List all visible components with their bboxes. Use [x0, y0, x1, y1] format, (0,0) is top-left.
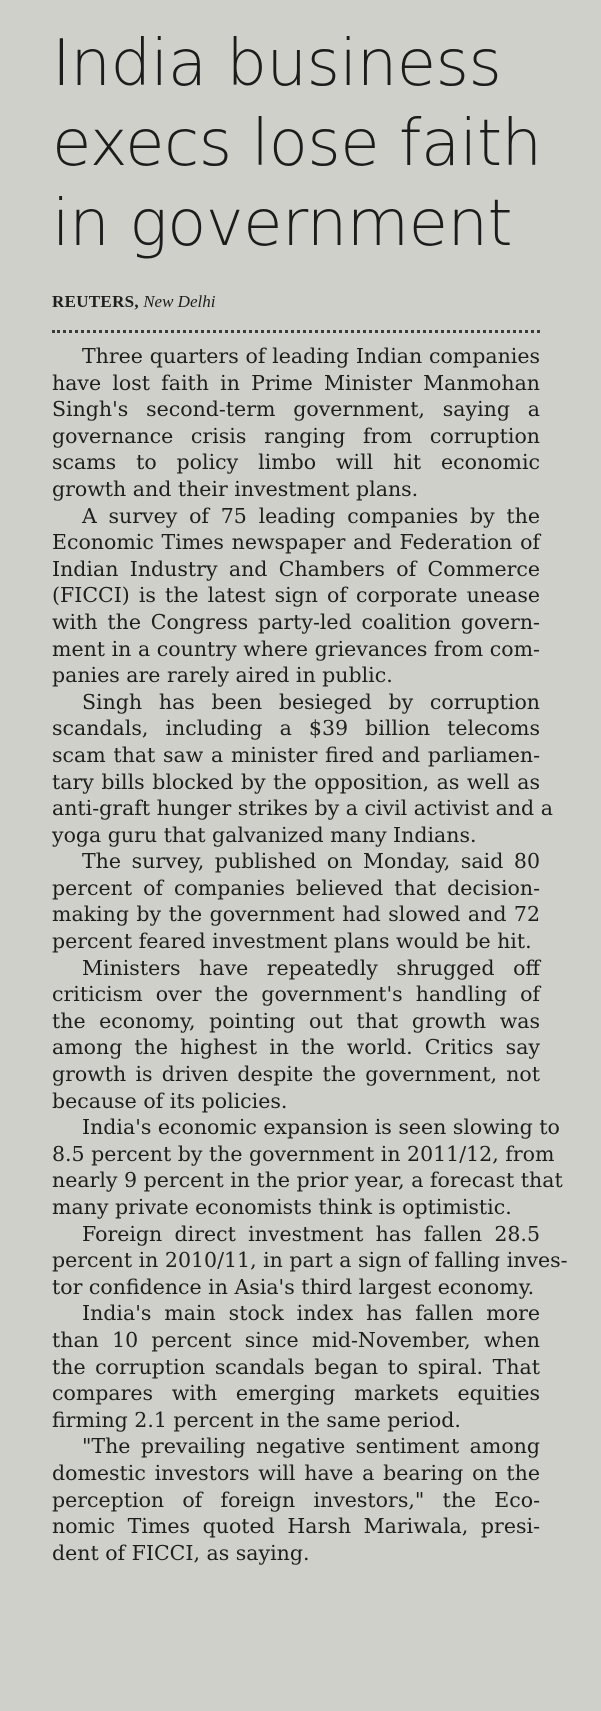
paragraph-line: Foreign direct investment has fallen 28.5	[82, 1221, 540, 1246]
paragraph	[52, 955, 540, 1115]
paragraph-line: Singh's second-term government, saying a	[52, 397, 540, 422]
paragraph	[52, 1300, 540, 1433]
paragraph-line: tary bills blocked by the opposition, as well as	[52, 769, 540, 794]
paragraph-line: dent of FICCI, as saying.	[52, 1540, 310, 1565]
paragraph-line: 8.5 percent by the government in 2011/12, from	[52, 1141, 555, 1166]
byline-location: New Delhi	[143, 292, 216, 311]
paragraph-line: The survey, published on Monday, said 80	[82, 849, 540, 874]
paragraph-line: Ministers have repeatedly shrugged off	[82, 955, 540, 980]
paragraph-line: scams to policy limbo will hit economic	[52, 450, 540, 475]
paragraph-line: tor confidence in Asia's third largest economy.	[52, 1274, 535, 1299]
paragraph-line: than 10 percent since mid-November, when	[52, 1327, 540, 1352]
paragraph-line: governance crisis ranging from corruption	[52, 423, 540, 448]
paragraph-line: scandals, including a $39 billion telecoms	[52, 716, 540, 741]
paragraph-line: have lost faith in Prime Minister Manmohan	[52, 370, 540, 395]
paragraph-line: compares with emerging markets equities	[52, 1381, 540, 1406]
paragraph-line: the corruption scandals began to spiral. That	[52, 1354, 540, 1379]
paragraph-line: firming 2.1 percent in the same period.	[52, 1407, 461, 1432]
paragraph	[52, 1433, 540, 1566]
paragraph-line: percent of companies believed that decision-	[52, 875, 540, 900]
paragraph-line: many private economists think is optimistic.	[52, 1195, 512, 1219]
paragraph-line: with the Congress party-led coalition govern-	[52, 609, 540, 634]
paragraph-line: Three quarters of leading Indian companies	[82, 344, 540, 368]
paragraph	[52, 848, 540, 954]
paragraph-line: perception of foreign investors," the Eco-	[52, 1487, 540, 1512]
paragraph-line: percent in 2010/11, in part a sign of falling inves-	[52, 1248, 568, 1273]
paragraph-line: Indian Industry and Chambers of Commerce	[52, 556, 540, 581]
paragraph	[52, 1114, 563, 1220]
paragraph	[52, 343, 540, 503]
paragraph-line: growth is driven despite the government, not	[52, 1062, 540, 1087]
paragraph-line: Economic Times newspaper and Federation of	[52, 530, 540, 555]
headline-line: execs lose faith	[52, 107, 542, 181]
paragraph-line: domestic investors will have a bearing on the	[52, 1460, 540, 1485]
paragraph-line: percent feared investment plans would be hit.	[52, 929, 532, 954]
article-body	[52, 343, 568, 1566]
paragraph-line: nearly 9 percent in the prior year, a forecast that	[52, 1168, 563, 1193]
headline-line: in government	[52, 187, 513, 261]
paragraph-line: Singh has been besieged by corruption	[82, 689, 540, 714]
dotted-divider	[52, 330, 540, 333]
byline-agency: REUTERS,	[52, 292, 139, 311]
paragraph-line: India's economic expansion is seen slowing to	[82, 1115, 560, 1140]
paragraph-line: anti-graft hunger strikes by a civil activist and a	[52, 796, 553, 821]
paragraph-line: the economy, pointing out that growth was	[52, 1008, 540, 1033]
paragraph-line: India's main stock index has fallen more	[82, 1301, 540, 1326]
paragraph-line: making by the government had slowed and 72	[52, 902, 540, 927]
paragraph-line: ment in a country where grievances from com-	[52, 636, 540, 661]
paragraph	[52, 689, 553, 849]
paragraph	[52, 503, 540, 689]
paragraph-line: criticism over the government's handling of	[52, 982, 540, 1007]
paragraph-line: because of its policies.	[52, 1088, 288, 1113]
paragraph-line: A survey of 75 leading companies by the	[82, 503, 540, 528]
byline	[52, 292, 215, 312]
paragraph-line: panies are rarely aired in public.	[52, 663, 393, 688]
paragraph-line: (FICCI) is the latest sign of corporate unease	[52, 583, 540, 608]
headline	[52, 24, 582, 264]
paragraph	[52, 1221, 568, 1301]
paragraph-line: nomic Times quoted Harsh Mariwala, presi-	[52, 1514, 540, 1539]
paragraph-line: among the highest in the world. Critics say	[52, 1035, 540, 1060]
paragraph-line: growth and their investment plans.	[52, 476, 419, 501]
paragraph-line: "The prevailing negative sentiment among	[82, 1434, 540, 1459]
headline-line: India business	[52, 27, 502, 101]
paragraph-line: scam that saw a minister fired and parliamen-	[52, 742, 540, 767]
paragraph-line: yoga guru that galvanized many Indians.	[52, 822, 477, 847]
